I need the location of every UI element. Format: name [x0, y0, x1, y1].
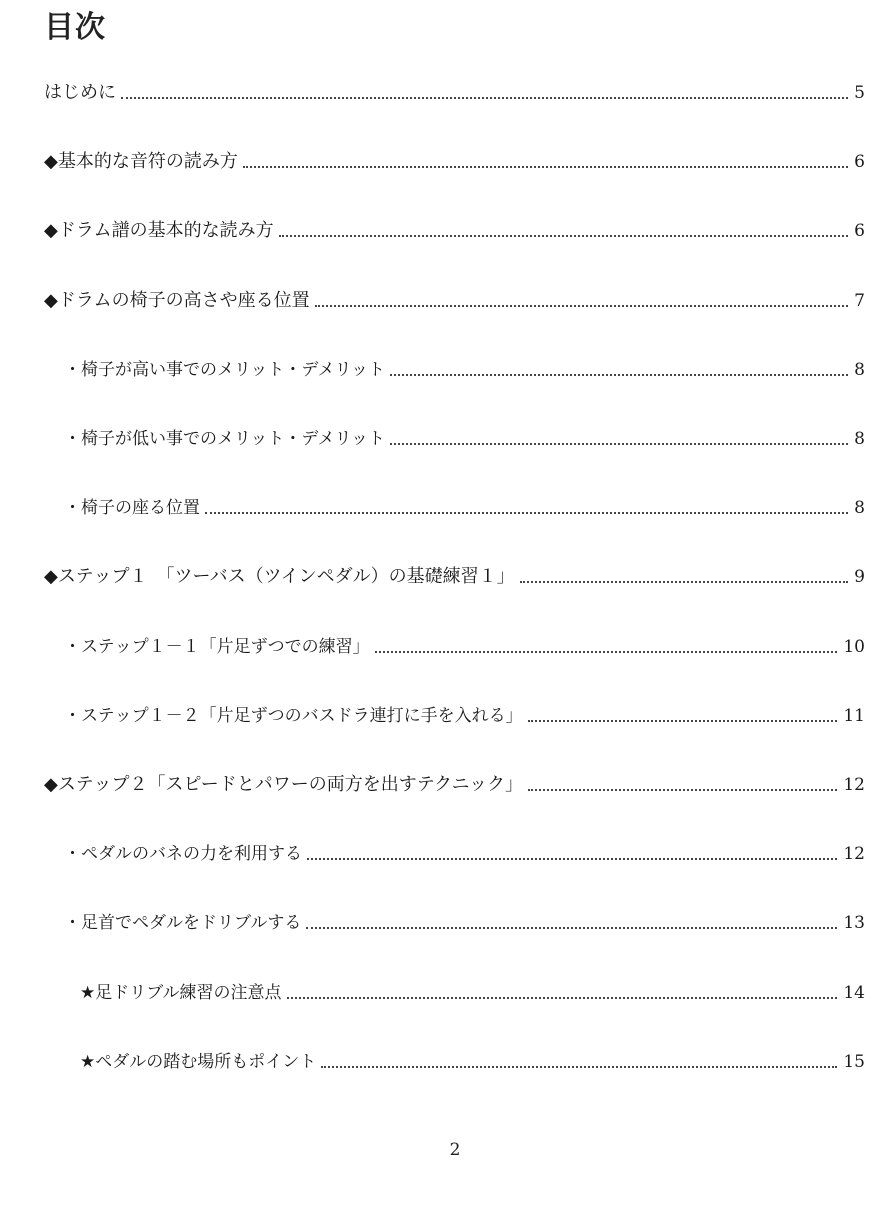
- toc-entry-label: ◆基本的な音符の読み方: [44, 151, 238, 172]
- toc-page-number: 5: [854, 83, 865, 103]
- toc-page-number: 8: [854, 429, 865, 449]
- toc-leader-dots: [528, 789, 837, 791]
- toc-entry-label: ・ペダルのバネの力を利用する: [64, 844, 302, 864]
- page-number: 2: [449, 1140, 461, 1160]
- toc-entry-step-1-2[interactable]: [64, 699, 865, 727]
- toc-leader-dots: [390, 443, 848, 445]
- toc-entry-label: ◆ドラムの椅子の高さや座る位置: [44, 290, 310, 311]
- toc-entry-label: ・足首でペダルをドリブルする: [64, 913, 302, 933]
- toc-page-number: 8: [854, 360, 865, 380]
- toc-entry-label: ◆ドラム譜の基本的な読み方: [44, 220, 274, 241]
- toc-entry-dribble-notes[interactable]: [80, 976, 865, 1004]
- toc-page-number: 11: [843, 706, 865, 726]
- toc-leader-dots: [205, 512, 848, 514]
- toc-entry-label: ◆ステップ１ 「ツーバス（ツインペダル）の基礎練習１」: [44, 566, 515, 587]
- toc-leader-dots: [520, 581, 848, 583]
- toc-page-number: 7: [854, 291, 865, 311]
- toc-leader-dots: [306, 927, 837, 929]
- toc-leader-dots: [287, 997, 838, 999]
- toc-entry-label: ★足ドリブル練習の注意点: [80, 983, 282, 1003]
- toc-entry-introduction[interactable]: [44, 76, 865, 104]
- toc-page-number: 14: [843, 983, 865, 1003]
- toc-entry-label: ★ペダルの踏む場所もポイント: [80, 1052, 317, 1072]
- toc-page-number: 6: [854, 221, 865, 241]
- toc-leader-dots: [321, 1066, 837, 1068]
- toc-entry-stool-low[interactable]: [64, 422, 865, 450]
- toc-leader-dots: [390, 374, 848, 376]
- toc-leader-dots: [307, 858, 837, 860]
- toc-leader-dots: [121, 97, 848, 99]
- toc-page-number: 13: [843, 913, 865, 933]
- toc-entry-label: ・椅子が高い事でのメリット・デメリット: [64, 360, 385, 380]
- toc-leader-dots: [528, 720, 838, 722]
- toc-entry-step-1-1[interactable]: [64, 630, 865, 658]
- toc-page-number: 12: [843, 775, 865, 795]
- toc-page-number: 8: [854, 498, 865, 518]
- toc-entry-label: ・ステップ１－２「片足ずつのバスドラ連打に手を入れる」: [64, 706, 523, 726]
- toc-entry-step-1[interactable]: [44, 560, 865, 588]
- toc-page-number: 12: [843, 844, 865, 864]
- toc-entry-step-2[interactable]: [44, 768, 865, 796]
- page-title: 目次: [44, 10, 106, 45]
- toc-page-number: 15: [843, 1052, 865, 1072]
- toc-entry-label: ◆ステップ２「スピードとパワーの両方を出すテクニック」: [44, 774, 523, 795]
- toc-entry-ankle-dribble[interactable]: [64, 906, 865, 934]
- toc-entry-label: ・椅子が低い事でのメリット・デメリット: [64, 429, 385, 449]
- toc-entry-stool-high[interactable]: [64, 353, 865, 381]
- toc-entry-drum-stool[interactable]: [44, 284, 865, 312]
- toc-entry-label: はじめに: [44, 82, 116, 103]
- toc-entry-drum-score[interactable]: [44, 214, 865, 242]
- toc-entry-label: ・椅子の座る位置: [64, 498, 200, 518]
- toc-page-number: 9: [854, 567, 865, 587]
- toc-entry-basic-notes[interactable]: [44, 145, 865, 173]
- toc-leader-dots: [279, 235, 849, 237]
- toc-entry-stool-position[interactable]: [64, 491, 865, 519]
- toc-entry-pedal-point[interactable]: [80, 1045, 865, 1073]
- toc-leader-dots: [243, 166, 848, 168]
- toc-page-number: 10: [843, 637, 865, 657]
- toc-page-number: 6: [854, 152, 865, 172]
- toc-leader-dots: [315, 305, 849, 307]
- toc-entry-label: ・ステップ１－１「片足ずつでの練習」: [64, 637, 370, 657]
- toc-leader-dots: [375, 651, 838, 653]
- toc-entry-pedal-spring[interactable]: [64, 837, 865, 865]
